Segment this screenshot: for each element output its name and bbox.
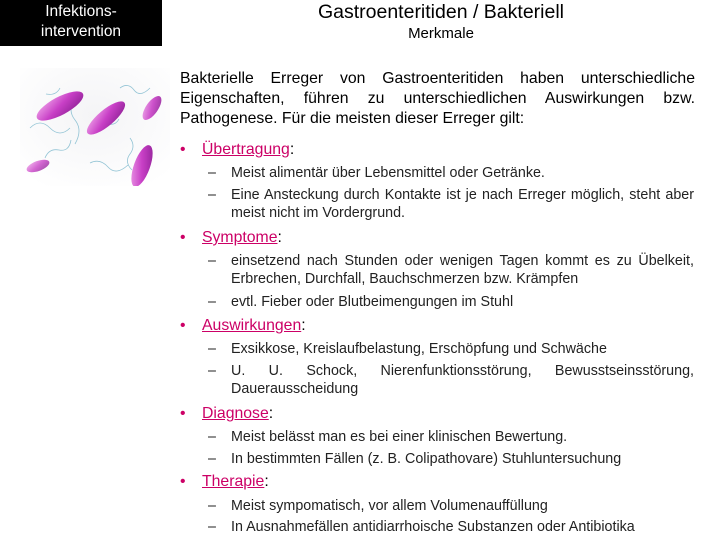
- section-label-line2: intervention: [40, 23, 122, 40]
- dash-icon: –: [208, 498, 216, 514]
- list-item: – evtl. Fieber oder Blutbeimengungen im Stuhl: [208, 294, 514, 310]
- list-item: – In bestimmten Fällen (z. B. Colipathovare) Stuhluntersuchung: [208, 451, 622, 467]
- list-item: – Meist alimentär über Lebensmittel oder Getränke.: [208, 165, 545, 181]
- bullet-icon: •: [180, 317, 186, 334]
- bullet-icon: •: [180, 229, 186, 246]
- bullet-label: Symptome: [202, 229, 278, 246]
- dash-icon: –: [208, 429, 216, 445]
- section-label-line1: Infektions-: [45, 3, 117, 20]
- dash-icon: –: [208, 253, 216, 269]
- section-label-box: [0, 0, 162, 46]
- list-item: – Meist sympomatisch, vor allem Volumenauffüllung: [208, 498, 548, 514]
- bullet-icon: •: [180, 473, 186, 490]
- bullet-label: Therapie: [202, 473, 265, 490]
- bullet-label: Übertragung: [202, 141, 290, 158]
- dash-icon: –: [208, 165, 216, 181]
- list-item: – Exsikkose, Kreislaufbelastung, Erschöpfung und Schwäche: [208, 341, 607, 357]
- dash-icon: –: [208, 363, 216, 379]
- page-subtitle: Merkmale: [408, 25, 474, 42]
- intro-paragraph: Bakterielle Erreger von Gastroenteritiden haben unterschiedliche Eigenschaften, führen zu unterschiedlichen Auswirkungen bzw. Pathogenese. Für die meisten dieser Erreger gilt:: [180, 70, 695, 127]
- page-header: [162, 0, 720, 46]
- bullet-therapie: • Therapie:: [180, 473, 269, 490]
- list-item: – einsetzend nach Stunden oder wenigen Tagen kommt es zu Übelkeit, Erbrechen, Durchfall, Bauchschmerzen bzw. Krämpfen: [208, 253, 694, 287]
- dash-icon: –: [208, 341, 216, 357]
- dash-icon: –: [208, 294, 216, 310]
- dash-icon: –: [208, 519, 216, 535]
- bullet-symptome: • Symptome:: [180, 229, 282, 246]
- dash-icon: –: [208, 451, 216, 467]
- dash-icon: –: [208, 187, 216, 203]
- bullet-icon: •: [180, 141, 186, 158]
- bullet-label: Diagnose: [202, 405, 269, 422]
- list-item: – Eine Ansteckung durch Kontakte ist je nach Erreger möglich, steht aber meist nicht im Vordergrund.: [208, 187, 694, 221]
- list-item: – In Ausnahmefällen antidiarrhoische Substanzen oder Antibiotika: [208, 519, 635, 535]
- bullet-diagnose: • Diagnose:: [180, 405, 274, 422]
- page-title: Gastroenteritiden / Bakteriell: [317, 1, 565, 23]
- bacteria-illustration: [20, 68, 170, 186]
- bullet-auswirkungen: • Auswirkungen:: [180, 317, 306, 334]
- list-item: – Meist belässt man es bei einer klinischen Bewertung.: [208, 429, 568, 445]
- bullet-label: Auswirkungen: [202, 317, 302, 334]
- list-item: – U. U. Schock, Nierenfunktionsstörung, Bewusstseinsstörung, Dauerausscheidung: [208, 363, 694, 397]
- bullet-uebertragung: • Übertragung:: [180, 141, 295, 158]
- bullet-icon: •: [180, 405, 186, 422]
